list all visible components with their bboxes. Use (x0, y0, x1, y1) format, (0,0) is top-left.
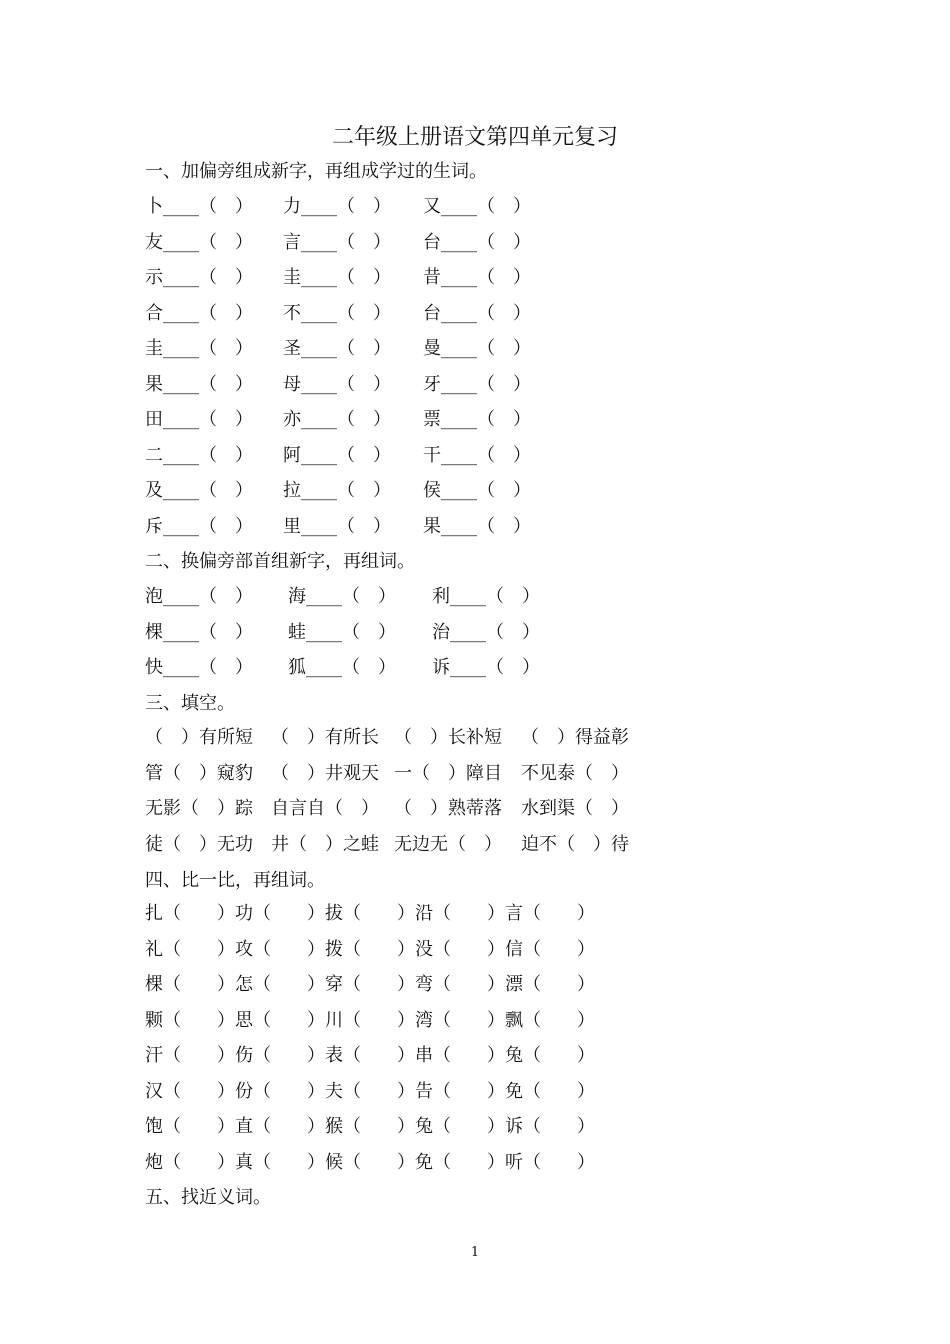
s1-item: 不____（ ） (283, 302, 391, 324)
section-5-heading: 五、找近义词。 (145, 1187, 271, 1208)
s3-item: （ ）得益彰 (521, 727, 629, 748)
s3-item: 无影（ ）踪 (145, 798, 253, 819)
s4-item: 直（ ） (235, 1116, 325, 1137)
s1-item: 合____（ ） (145, 302, 253, 324)
s1-item: 票____（ ） (423, 409, 531, 430)
s1-item: 台____（ ） (423, 231, 531, 253)
s1-item: 母____（ ） (283, 373, 391, 395)
s4-item: 拔（ ） (325, 903, 415, 924)
s1-item: 阿____（ ） (283, 444, 391, 466)
s4-item: 颗（ ） (145, 1009, 235, 1031)
s4-item: 川（ ） (325, 1009, 415, 1031)
s4-item: 攻（ ） (235, 938, 325, 960)
s3-item: （ ）长补短 (394, 727, 502, 748)
s4-item: 免（ ） (415, 1151, 505, 1173)
s2-item: 海____（ ） (288, 586, 396, 607)
s2-item: 泡____（ ） (145, 586, 253, 607)
s4-item: 串（ ） (415, 1045, 505, 1066)
section-2-heading: 二、换偏旁部首组新字，再组词。 (145, 551, 415, 572)
s4-item: 功（ ） (235, 903, 325, 924)
s1-item: 果____（ ） (423, 515, 531, 537)
s4-item: 怎（ ） (235, 974, 325, 995)
s4-item: 饱（ ） (145, 1116, 235, 1137)
s2-item: 棵____（ ） (145, 621, 253, 643)
page-number: 1 (470, 1245, 480, 1260)
s1-item: 拉____（ ） (283, 480, 391, 501)
s1-item: 圣____（ ） (283, 338, 391, 359)
s2-item: 狐____（ ） (288, 657, 396, 678)
s4-item: 棵（ ） (145, 974, 235, 995)
s3-item: 水到渠（ ） (521, 798, 629, 819)
s1-item: 台____（ ） (423, 302, 531, 324)
s4-item: 思（ ） (235, 1009, 325, 1031)
s4-item: 穿（ ） (325, 974, 415, 995)
s4-item: 言（ ） (505, 903, 595, 924)
s4-item: 炮（ ） (145, 1151, 235, 1173)
s1-item: 里____（ ） (283, 515, 391, 537)
s4-item: 信（ ） (505, 938, 595, 960)
s3-item: （ ）熟蒂落 (394, 798, 502, 819)
s4-item: 份（ ） (235, 1080, 325, 1102)
s4-item: 湾（ ） (415, 1009, 505, 1031)
s4-item: 礼（ ） (145, 938, 235, 960)
s1-item: 友____（ ） (145, 231, 253, 253)
s2-item: 利____（ ） (432, 586, 540, 607)
s1-item: 卜____（ ） (145, 196, 253, 217)
s3-item: （ ）有所短 (145, 727, 253, 748)
s3-item: 一（ ）障目 (394, 762, 502, 784)
section-1-heading: 一、加偏旁组成新字，再组成学过的生词。 (145, 161, 487, 182)
s3-item: 自言自（ ） (271, 798, 379, 819)
s4-item: 免（ ） (505, 1080, 595, 1102)
s4-item: 扎（ ） (145, 903, 235, 924)
s4-item: 告（ ） (415, 1080, 505, 1102)
s1-item: 亦____（ ） (283, 409, 391, 430)
s3-item: 管（ ）窥豹 (145, 762, 253, 784)
s4-item: 兔（ ） (505, 1045, 595, 1066)
s4-item: 飘（ ） (505, 1009, 595, 1031)
s4-item: 猴（ ） (325, 1116, 415, 1137)
s2-item: 快____（ ） (145, 657, 253, 678)
s1-item: 干____（ ） (423, 444, 531, 466)
s4-item: 伤（ ） (235, 1045, 325, 1066)
s3-item: 井（ ）之蛙 (271, 833, 379, 855)
s3-item: 不见泰（ ） (521, 762, 629, 784)
s4-item: 弯（ ） (415, 974, 505, 995)
s1-item: 圭____（ ） (145, 338, 253, 359)
s4-item: 候（ ） (325, 1151, 415, 1173)
s1-item: 田____（ ） (145, 409, 253, 430)
s3-item: 无边无（ ） (394, 833, 502, 855)
page-title: 二年级上册语文第四单元复习 (331, 125, 618, 150)
s4-item: 诉（ ） (505, 1116, 595, 1137)
s1-item: 圭____（ ） (283, 267, 391, 288)
s2-item: 诉____（ ） (432, 657, 540, 678)
s1-item: 二____（ ） (145, 444, 253, 466)
s4-item: 拨（ ） (325, 938, 415, 960)
s2-item: 治____（ ） (432, 621, 540, 643)
s4-item: 汉（ ） (145, 1080, 235, 1102)
s1-item: 言____（ ） (283, 231, 391, 253)
s4-item: 漂（ ） (505, 974, 595, 995)
s4-item: 表（ ） (325, 1045, 415, 1066)
s4-item: 汗（ ） (145, 1045, 235, 1066)
s2-item: 蛙____（ ） (288, 621, 396, 643)
s4-item: 真（ ） (235, 1151, 325, 1173)
s3-item: 迫不（ ）待 (521, 833, 629, 855)
s3-item: 徒（ ）无功 (145, 833, 253, 855)
s1-item: 又____（ ） (423, 196, 531, 217)
s1-item: 斥____（ ） (145, 515, 253, 537)
s1-item: 昔____（ ） (423, 267, 531, 288)
section-4-heading: 四、比一比，再组词。 (145, 870, 325, 891)
s4-item: 没（ ） (415, 938, 505, 960)
s4-item: 兔（ ） (415, 1116, 505, 1137)
s3-item: （ ）井观天 (271, 762, 379, 784)
s1-item: 牙____（ ） (423, 373, 531, 395)
s1-item: 侯____（ ） (423, 480, 531, 501)
s1-item: 力____（ ） (283, 196, 391, 217)
s4-item: 沿（ ） (415, 903, 505, 924)
s4-item: 夫（ ） (325, 1080, 415, 1102)
s1-item: 示____（ ） (145, 267, 253, 288)
s1-item: 果____（ ） (145, 373, 253, 395)
s3-item: （ ）有所长 (271, 727, 379, 748)
s1-item: 曼____（ ） (423, 338, 531, 359)
section-3-heading: 三、填空。 (145, 693, 235, 714)
s1-item: 及____（ ） (145, 480, 253, 501)
s4-item: 听（ ） (505, 1151, 595, 1173)
